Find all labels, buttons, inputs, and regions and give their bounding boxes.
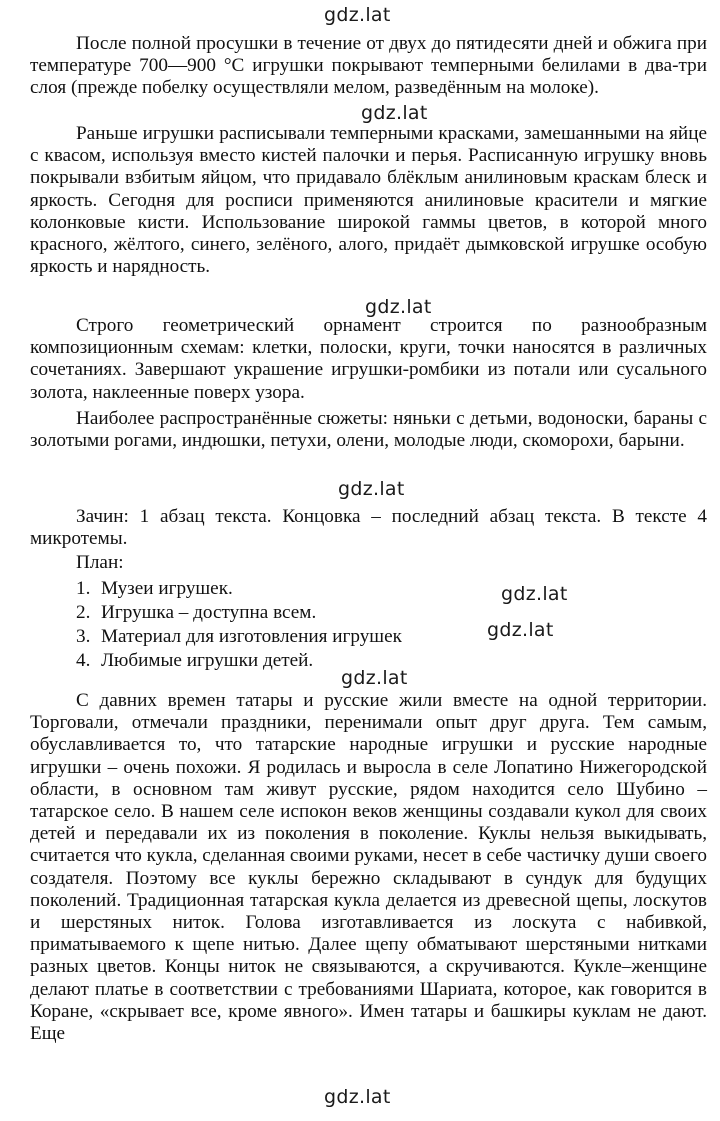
plan-item-number: 2. [76, 602, 91, 623]
plan-item-text: Любимые игрушки детей. [101, 650, 314, 671]
paragraph-painting: Раньше игрушки расписывали темперными красками, замешанными на яйце с квасом, используя вместо кистей палочки и перья. Расписанную игрушку вновь покрывали взбитым яйцом, что придавало блёклым анилиновым краскам блеск и яркость. Сегодня для росписи применяются анилиновые красители и мягкие колонковые кисти. Использование широкой гаммы цветов, в которой много красного, жёлтого, синего, зелёного, алого, придаёт дымковской игрушке особую яркость и нарядность. [30, 123, 707, 278]
paragraph-tatar-dolls: С давних времен татары и русские жили вместе на одной территории. Торговали, отмечали праздники, перенимали опыт друг друга. Тем самым, обуславливается то, что татарские народные игрушки и русские народные игрушки – очень похожи. Я родилась и выросла в селе Лопатино Нижегородской области, в основном там живут русские, рядом находится село Шубино – татарское село. В нашем селе испокон веков женщины создавали кукол для своих детей и передавали их из поколения в поколение. Куклы нельзя выкидывать, считается что кукла, сделанная своими руками, несет в себе частичку души своего создателя. Поэтому все куклы бережно складывают в сундук для будущих поколений. Традиционная татарская кукла делается из древесной щепы, лоскутов и шерстяных ниток. Голова изготавливается из лоскута с набивкой, приматываемого к щепе нитью. Далее щепу обматывают шерстяными нитками разных цветов. Концы ниток не связываются, а скручиваются. Кукле–женщине делают платье в соответствии с требованиями Шариата, которое, как говорится в Коране, «скрывает все, кроме явного». Имен татары и башкиры куклам не дают. Еще [30, 690, 707, 1045]
paragraph-subjects: Наиболее распространённые сюжеты: няньки с детьми, водоноски, бараны с золотыми рогами, индюшки, петухи, олени, молодые люди, скоморохи, барыни. [30, 408, 707, 452]
watermark: gdz.lat [341, 667, 408, 689]
paragraph-drying-firing: После полной просушки в течение от двух до пятидесяти дней и обжига при температуре 700—900 °С игрушки покрывают темперными белилами в два-три слоя (прежде побелку осуществляли мелом, разведённым на молоке). [30, 33, 707, 99]
watermark: gdz.lat [324, 1086, 391, 1108]
plan-item [76, 601, 402, 625]
paragraph-structure: Зачин: 1 абзац текста. Концовка – последний абзац текста. В тексте 4 микротемы. [30, 506, 707, 550]
paragraph-ornament: Строго геометрический орнамент строится по разнообразным композиционным схемам: клетки, полоски, круги, точки наносятся в различных сочетаниях. Завершают украшение игрушки-ромбики из потали или сусального золота, наклеенные поверх узора. [30, 315, 707, 403]
plan-item [76, 577, 402, 601]
plan-item-number: 1. [76, 578, 91, 599]
plan-list [76, 577, 402, 673]
plan-item-number: 3. [76, 626, 91, 647]
watermark: gdz.lat [487, 619, 554, 641]
watermark: gdz.lat [365, 296, 432, 318]
plan-heading: План: [76, 552, 124, 573]
plan-item-number: 4. [76, 650, 91, 671]
watermark: gdz.lat [361, 102, 428, 124]
watermark: gdz.lat [324, 4, 391, 26]
watermark: gdz.lat [338, 478, 405, 500]
plan-item [76, 625, 402, 649]
watermark: gdz.lat [501, 583, 568, 605]
plan-item-text: Игрушка – доступна всем. [101, 602, 317, 623]
plan-item-text: Материал для изготовления игрушек [101, 626, 402, 647]
plan-item-text: Музеи игрушек. [101, 578, 233, 599]
